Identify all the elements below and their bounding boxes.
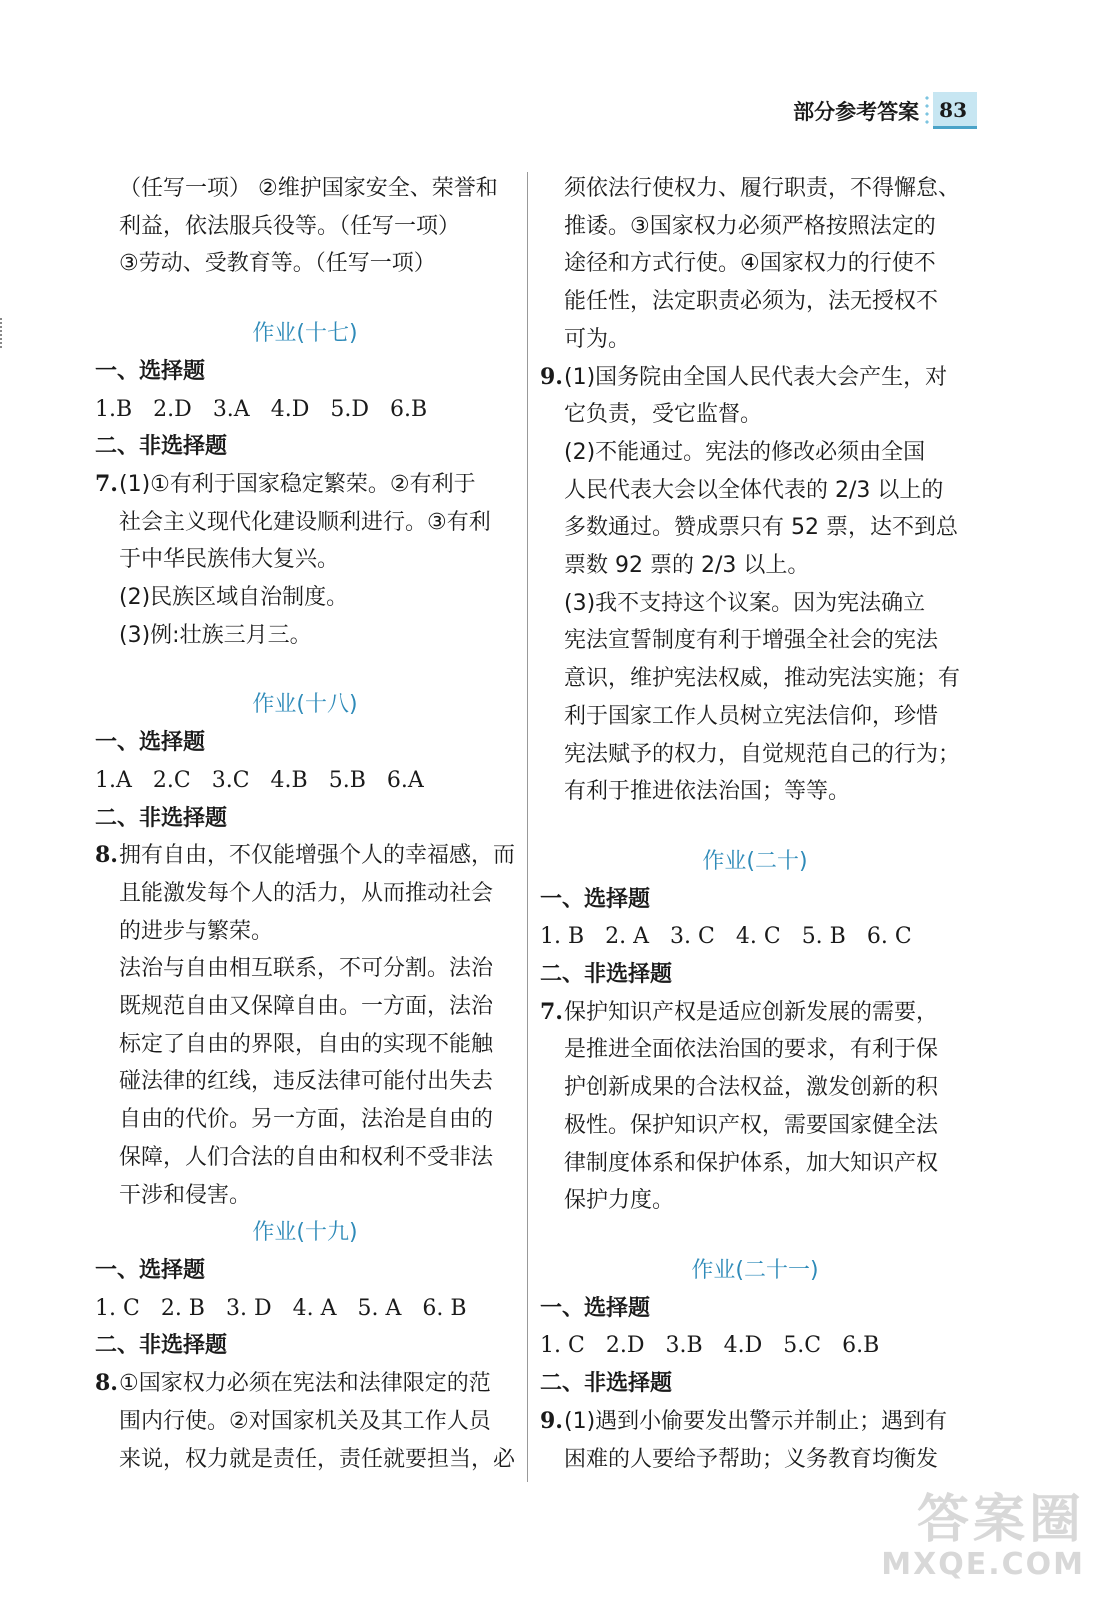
page-number: 83 bbox=[933, 92, 977, 129]
text-line: 来说，权力就是责任，责任就要担当，必 bbox=[119, 1446, 515, 1472]
subsection-choice: 一、选择题 bbox=[95, 730, 206, 756]
question-number: 9. bbox=[540, 1407, 563, 1434]
question-line bbox=[540, 994, 970, 1032]
question-number: 7. bbox=[95, 470, 118, 497]
question-line bbox=[95, 837, 515, 875]
text-line: 可为。 bbox=[564, 326, 631, 352]
text-line: 利于国家工作人员树立宪法信仰，珍惜 bbox=[564, 703, 939, 729]
question-number: 8. bbox=[95, 842, 118, 869]
dots-decoration bbox=[923, 94, 931, 128]
text-line: 于中华民族伟大复兴。 bbox=[119, 547, 340, 573]
section-title: 作业(二十) bbox=[702, 848, 808, 874]
question-line bbox=[95, 1365, 515, 1403]
answer-item: 4. C bbox=[735, 924, 781, 950]
text-line: 且能激发每个人的活力，从而推动社会 bbox=[119, 880, 494, 906]
answer-item: 1.A bbox=[95, 767, 132, 793]
subsection-nonchoice: 二、非选择题 bbox=[95, 805, 228, 831]
answer-item: 2. A bbox=[605, 924, 650, 950]
subsection-choice: 一、选择题 bbox=[95, 358, 206, 384]
answer-item: 3.C bbox=[211, 767, 250, 793]
text-line: 票数 92 票的 2/3 以上。 bbox=[564, 553, 810, 579]
answer-item: 4.B bbox=[270, 767, 308, 793]
left-column bbox=[95, 170, 515, 1478]
answer-item: 3.A bbox=[212, 396, 250, 422]
answer-item: 5.D bbox=[330, 396, 369, 422]
text-line: 标定了自由的界限，自由的实现不能触 bbox=[119, 1031, 494, 1057]
question-text: 拥有自由，不仅能增强个人的幸福感，而 bbox=[119, 843, 515, 869]
text-line: 围内行使。②对国家机关及其工作人员 bbox=[119, 1408, 491, 1434]
text-line: 的进步与繁荣。 bbox=[119, 918, 274, 944]
text-line: 宪法宣誓制度有利于增强全社会的宪法 bbox=[564, 628, 939, 654]
choice-answers bbox=[95, 762, 515, 800]
text-line: 意识，维护宪法权威，推动宪法实施；有 bbox=[564, 666, 961, 692]
section-title: 作业(十九) bbox=[252, 1220, 358, 1246]
answer-item: 2. B bbox=[160, 1295, 205, 1321]
text-line: 能任性，法定职责必须为，法无授权不 bbox=[564, 289, 939, 315]
answer-item: 6. C bbox=[866, 924, 912, 950]
text-line: 保护力度。 bbox=[564, 1188, 675, 1214]
question-text: (1)①有利于国家稳定繁荣。②有利于 bbox=[119, 471, 476, 497]
text-line: 干涉和侵害。 bbox=[119, 1182, 252, 1208]
binding-edge-mark bbox=[0, 318, 6, 348]
choice-answers bbox=[540, 1327, 970, 1365]
text-line: 宪法赋予的权力，自觉规范自己的行为； bbox=[564, 741, 961, 767]
text-line: 保障，人们合法的自由和权利不受非法 bbox=[119, 1144, 494, 1170]
page-header bbox=[793, 92, 977, 129]
text-line: (3)例:壮族三月三。 bbox=[119, 622, 312, 648]
answer-item: 5.B bbox=[328, 767, 366, 793]
answer-item: 6. B bbox=[422, 1295, 467, 1321]
text-line: 自由的代价。另一方面，法治是自由的 bbox=[119, 1107, 494, 1133]
subsection-choice: 一、选择题 bbox=[540, 886, 651, 912]
text-line: 法治与自由相互联系，不可分割。法治 bbox=[119, 956, 494, 982]
subsection-nonchoice: 二、非选择题 bbox=[540, 1371, 673, 1397]
answer-item: 6.A bbox=[386, 767, 424, 793]
text-line: 律制度体系和保护体系，加大知识产权 bbox=[564, 1150, 939, 1176]
watermark-logo-text: 答案圈 bbox=[916, 1490, 1085, 1550]
answer-item: 3. D bbox=[225, 1295, 272, 1321]
text-line: ③劳动、受教育等。（任写一项） bbox=[119, 251, 436, 277]
answer-item: 4.D bbox=[723, 1333, 763, 1359]
text-line: (3)我不支持这个议案。因为宪法确立 bbox=[564, 590, 926, 616]
choice-answers bbox=[95, 391, 515, 429]
subsection-choice: 一、选择题 bbox=[95, 1257, 206, 1283]
question-text: (1)遇到小偷要发出警示并制止；遇到有 bbox=[564, 1408, 948, 1434]
section-title: 作业(二十一) bbox=[691, 1257, 819, 1283]
text-line: 途径和方式行使。④国家权力的行使不 bbox=[564, 251, 936, 277]
question-number: 9. bbox=[540, 363, 563, 390]
answer-item: 3.B bbox=[665, 1333, 703, 1359]
question-line bbox=[95, 466, 515, 504]
subsection-nonchoice: 二、非选择题 bbox=[95, 434, 228, 460]
subsection-nonchoice: 二、非选择题 bbox=[95, 1333, 228, 1359]
text-line: 既规范自由又保障自由。一方面，法治 bbox=[119, 994, 494, 1020]
question-text: ①国家权力必须在宪法和法律限定的范 bbox=[119, 1371, 491, 1397]
header-title: 部分参考答案 bbox=[793, 99, 920, 124]
right-column bbox=[540, 170, 970, 1478]
text-line: 护创新成果的合法权益，激发创新的积 bbox=[564, 1075, 939, 1101]
watermark-url: MXQE.COM bbox=[881, 1547, 1085, 1582]
answer-item: 5. B bbox=[801, 924, 846, 950]
text-line: (2)不能通过。宪法的修改必须由全国 bbox=[564, 439, 926, 465]
question-number: 8. bbox=[95, 1370, 118, 1397]
choice-answers bbox=[95, 1290, 515, 1328]
answer-item: 1. C bbox=[540, 1333, 585, 1359]
text-line: (2)民族区域自治制度。 bbox=[119, 585, 349, 611]
answer-item: 2.D bbox=[605, 1333, 645, 1359]
answer-item: 5. A bbox=[357, 1295, 402, 1321]
section-title: 作业(十七) bbox=[252, 321, 358, 347]
answer-item: 4. A bbox=[292, 1295, 337, 1321]
answer-item: 1.B bbox=[95, 396, 133, 422]
answer-item: 4.D bbox=[270, 396, 310, 422]
text-line: 困难的人要给予帮助；义务教育均衡发 bbox=[564, 1446, 939, 1472]
text-line: 有利于推进依法治国；等等。 bbox=[564, 779, 851, 805]
question-number: 7. bbox=[540, 998, 563, 1025]
question-line bbox=[540, 1403, 970, 1441]
watermark bbox=[881, 1492, 1085, 1582]
answer-item: 5.C bbox=[783, 1333, 822, 1359]
text-line: 社会主义现代化建设顺利进行。③有利 bbox=[119, 509, 491, 535]
text-line: 是推进全面依法治国的要求，有利于保 bbox=[564, 1037, 939, 1063]
subsection-nonchoice: 二、非选择题 bbox=[540, 962, 673, 988]
answer-item: 6.B bbox=[389, 396, 428, 422]
subsection-choice: 一、选择题 bbox=[540, 1295, 651, 1321]
text-line: 碰法律的红线，违反法律可能付出失去 bbox=[119, 1069, 494, 1095]
choice-answers bbox=[540, 918, 970, 956]
answer-item: 3. C bbox=[670, 924, 715, 950]
answer-item: 1. B bbox=[540, 924, 585, 950]
column-divider bbox=[527, 172, 528, 1482]
question-text: 保护知识产权是适应创新发展的需要， bbox=[564, 999, 939, 1025]
text-line: 须依法行使权力、履行职责，不得懈怠、 bbox=[564, 176, 961, 201]
answer-item: 2.D bbox=[153, 396, 192, 422]
text-line: （任写一项） ②维护国家安全、荣誉和 bbox=[119, 176, 498, 201]
text-line: 它负责，受它监督。 bbox=[564, 402, 763, 428]
section-title: 作业(十八) bbox=[252, 692, 358, 718]
text-line: 多数通过。赞成票只有 52 票，达不到总 bbox=[564, 515, 958, 541]
answer-item: 1. C bbox=[95, 1295, 140, 1321]
question-line bbox=[540, 359, 970, 397]
text-line: 利益，依法服兵役等。（任写一项） bbox=[119, 213, 461, 239]
text-line: 极性。保护知识产权，需要国家健全法 bbox=[564, 1112, 939, 1138]
text-line: 推诿。③国家权力必须严格按照法定的 bbox=[564, 213, 936, 239]
answer-item: 6.B bbox=[842, 1333, 880, 1359]
question-text: (1)国务院由全国人民代表大会产生，对 bbox=[564, 364, 948, 390]
text-line: 人民代表大会以全体代表的 2/3 以上的 bbox=[564, 477, 944, 503]
answer-item: 2.C bbox=[152, 767, 191, 793]
